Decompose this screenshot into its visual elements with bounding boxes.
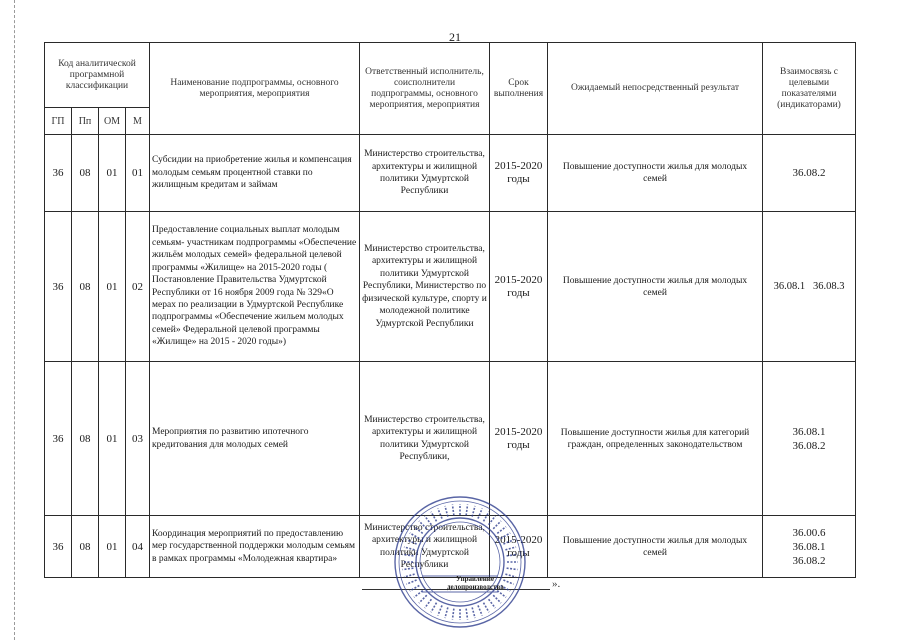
header-m: М: [126, 108, 150, 135]
cell-term: 2015-2020 годы: [490, 212, 548, 362]
cell-name: Мероприятия по развитию ипотечного кредитования для молодых семей: [150, 362, 360, 516]
cell-term: 2015-2020 годы: [490, 362, 548, 516]
cell-pp: 08: [72, 362, 99, 516]
cell-executor: Министерство строительства, архитектуры и жилищной политики Удмуртской Республики,: [360, 362, 490, 516]
link-code: 36.08.2: [792, 167, 826, 179]
cell-result: Повышение доступности жилья для молодых семей: [548, 135, 763, 212]
cell-executor: Министерство строительства, архитектуры и жилищной политики Удмуртской Республики: [360, 516, 490, 578]
cell-link: [763, 362, 856, 516]
link-code: 36.08.2: [792, 554, 826, 567]
header-om: ОМ: [99, 108, 126, 135]
official-stamp-icon: [392, 494, 528, 630]
cell-gp: 36: [45, 516, 72, 578]
cell-name: Координация мероприятий по предоставлению мер государственной поддержки молодым семьям в рамках программы «Молодежная квартира»: [150, 516, 360, 578]
cell-m: 01: [126, 135, 150, 212]
link-code: 36.00.6: [792, 526, 826, 539]
header-term: Срок выполнения: [490, 43, 548, 135]
stamp-text: Управление делопроизводства: [447, 575, 504, 591]
cell-om: 01: [99, 362, 126, 516]
header-name: Наименование подпрограммы, основного мероприятия, мероприятия: [150, 43, 360, 135]
cell-m: 03: [126, 362, 150, 516]
link-code: 36.08.1: [792, 540, 826, 553]
cell-term: 2015-2020 годы: [490, 516, 548, 578]
page-number: 21: [449, 30, 461, 44]
cell-gp: 36: [45, 135, 72, 212]
cell-om: 01: [99, 212, 126, 362]
cell-result: Повышение доступности жилья для молодых семей: [548, 516, 763, 578]
cell-result: Повышение доступности жилья для категорий граждан, определенных законодательством: [548, 362, 763, 516]
cell-link: [763, 516, 856, 578]
cell-om: 01: [99, 516, 126, 578]
cell-term: 2015-2020 годы: [490, 135, 548, 212]
cell-name: Предоставление социальных выплат молодым семьям- участникам подпрограммы «Обеспечение жильём молодых семей» федеральной целевой программы «Жилище» на 2015-2020 годы ( Постановление Правительства Удмуртской Республики от 16 ноября 2009 года № 329«О мерах по реализации в Удмуртской Республике подпрограммы «Обеспечение жильем молодых семей» Федеральной целевой программы «Жилище» на 2015 - 2020 годы»): [150, 212, 360, 362]
cell-link: [763, 135, 856, 212]
cell-result: Повышение доступности жилья для молодых семей: [548, 212, 763, 362]
table-row: [45, 212, 856, 362]
link-code: 36.08.1: [792, 425, 826, 438]
header-executor: Ответственный исполнитель, соисполнители подпрограммы, основного мероприятия, мероприятия: [360, 43, 490, 135]
header-pp: Пп: [72, 108, 99, 135]
header-result: Ожидаемый непосредственный результат: [548, 43, 763, 135]
cell-m: 04: [126, 516, 150, 578]
cell-gp: 36: [45, 212, 72, 362]
cell-gp: 36: [45, 362, 72, 516]
cell-executor: Министерство строительства, архитектуры и жилищной политики Удмуртской Республики: [360, 135, 490, 212]
table-row: [45, 135, 856, 212]
cell-name: Субсидии на приобретение жилья и компенсация молодым семьям процентной ставки по жилищным кредитам и займам: [150, 135, 360, 212]
link-code: 36.08.1 36.08.3: [773, 280, 845, 292]
cell-m: 02: [126, 212, 150, 362]
header-gp: ГП: [45, 108, 72, 135]
page-left-edge: [14, 0, 16, 640]
cell-pp: 08: [72, 516, 99, 578]
table-row: [45, 362, 856, 516]
cell-pp: 08: [72, 135, 99, 212]
header-row: [45, 43, 856, 108]
closing-quote-mark: ».: [552, 578, 561, 590]
link-code: 36.08.2: [792, 439, 826, 452]
cell-pp: 08: [72, 212, 99, 362]
cell-link: [763, 212, 856, 362]
header-link: Взаимосвязь с целевыми показателями (индикаторами): [763, 43, 856, 135]
cell-executor: Министерство строительства, архитектуры и жилищной политики Удмуртской Республики, Министерство по физической культуре, спорту и молодежной политике Удмуртской Республики: [360, 212, 490, 362]
cell-om: 01: [99, 135, 126, 212]
header-code-group: Код аналитической программной классификации: [45, 43, 150, 108]
